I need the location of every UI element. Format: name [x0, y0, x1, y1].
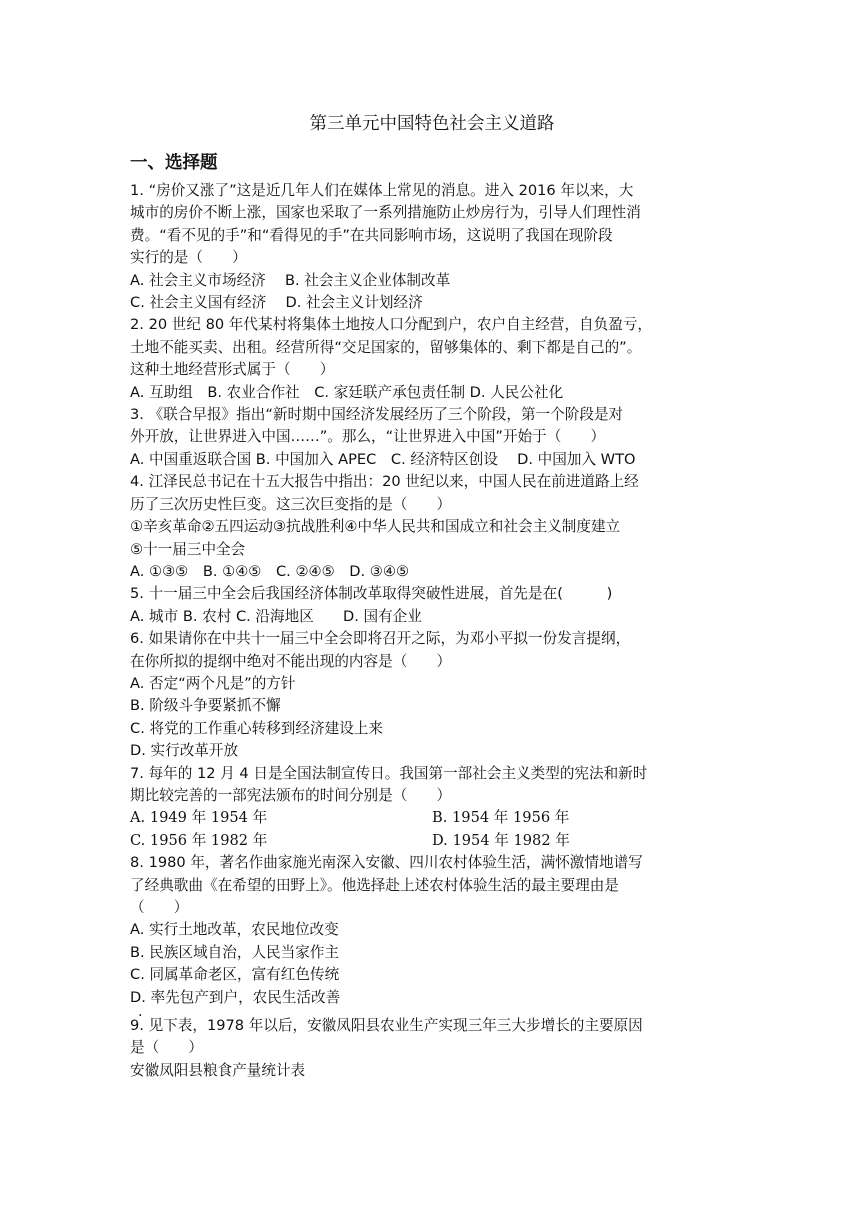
- question-6: [130, 628, 734, 762]
- question-2-stem-line: 土地不能买卖、出租。经营所得“交足国家的，留够集体的、剩下都是自己的”。: [130, 338, 642, 356]
- question-2: [130, 314, 734, 404]
- question-4-stem-line: 历了三次历史性巨变。这三次巨变指的是（ ）: [130, 495, 452, 513]
- question-2-stem-line: 这种土地经营形式属于（ ）: [130, 361, 335, 379]
- question-4-stem-line: ①辛亥革命②五四运动③抗战胜利④中华人民共和国成立和社会主义制度建立: [130, 518, 621, 536]
- question-6-option: A. 否定“两个凡是”的方针: [130, 674, 296, 692]
- question-5: [130, 583, 734, 628]
- question-9: [130, 1015, 734, 1082]
- question-7-stem-line: 7. 每年的 12 月 4 日是全国法制宣传日。我国第一部社会主义类型的宪法和新时: [130, 764, 648, 782]
- question-8-option: D. 率先包产到户，农民生活改善: [130, 988, 341, 1006]
- question-3: [130, 404, 734, 471]
- question-2-stem-line: 2. 20 世纪 80 年代某村将集体土地按人口分配到户，农户自主经营，自负盈亏，: [130, 316, 653, 334]
- question-1-stem-line: 1. “房价又涨了”这是近几年人们在媒体上常见的消息。进入 2016 年以来，大: [130, 182, 634, 199]
- question-4-stem-line: 4. 江泽民总书记在十五大报告中指出：20 世纪以来，中国人民在前进道路上经: [130, 473, 639, 491]
- question-7-stem-line: 期比较完善的一部宪法颁布的时间分别是（ ）: [130, 786, 452, 804]
- question-1-options: C. 社会主义国有经济 D. 社会主义计划经济: [130, 294, 423, 312]
- question-1-stem-line: 城市的房价不断上涨，国家也采取了一系列措施防止炒房行为，引导人们理性消: [130, 204, 641, 222]
- question-1-stem-line: 实行的是（ ）: [130, 249, 247, 267]
- question-3-stem-line: 外开放，让世界进入中国……”。那么，“让世界进入中国”开始于（ ）: [130, 428, 606, 446]
- question-9-stem-line: 9. 见下表，1978 年以后，安徽凤阳县农业生产实现三年三大步增长的主要原因: [130, 1017, 643, 1035]
- question-8-option: C. 同属革命老区，富有红色传统: [130, 966, 340, 984]
- question-4-stem-line: ⑤十一届三中全会: [130, 540, 246, 558]
- document-title: 第三单元中国特色社会主义道路: [309, 114, 555, 134]
- question-5-options: A. 城市 B. 农村 C. 沿海地区 D. 国有企业: [130, 607, 422, 625]
- question-7-options-row: [130, 807, 734, 829]
- question-8-stem-line: （ ）: [130, 899, 189, 916]
- question-2-options: A. 互助组 B. 农业合作社 C. 家廷联产承包责任制 D. 人民公社化: [130, 383, 564, 401]
- question-5-stem-line: 5. 十一届三中全会后我国经济体制改革取得突破性进展，首先是在( ): [130, 585, 613, 603]
- question-7-option: B. 1954 年 1956 年: [432, 809, 570, 827]
- question-9-stem-line: 是（ ）: [130, 1039, 203, 1057]
- question-6-option: C. 将党的工作重心转移到经济建设上来: [130, 719, 383, 737]
- stray-dot-mark: .: [138, 1003, 143, 1021]
- question-3-options: A. 中国重返联合国 B. 中国加入 APEC C. 经济特区创设 D. 中国加入 WTO: [130, 450, 636, 468]
- question-8-option: A. 实行土地改革，农民地位改变: [130, 921, 339, 939]
- section-heading: 一、选择题: [130, 153, 218, 173]
- question-6-stem-line: 在你所拟的提纲中绝对不能出现的内容是（ ）: [130, 652, 452, 670]
- question-1-options: A. 社会主义市场经济 B. 社会主义企业体制改革: [130, 271, 451, 289]
- table-caption: 安徽凤阳县粮食产量统计表: [130, 1061, 306, 1079]
- question-6-option: B. 阶级斗争要紧抓不懈: [130, 697, 281, 715]
- question-6-stem-line: 6. 如果请你在中共十一届三中全会即将召开之际，为邓小平拟一份发言提纲，: [130, 630, 631, 648]
- document-page: [130, 112, 734, 1082]
- question-7-options-row: [130, 830, 734, 852]
- question-3-stem-line: 3. 《联合早报》指出“新时期中国经济发展经历了三个阶段，第一个阶段是对: [130, 406, 624, 424]
- question-1-stem-line: 费。“看不见的手”和“看得见的手”在共同影响市场，这说明了我国在现阶段: [130, 226, 613, 244]
- question-4-options: A. ①③⑤ B. ①④⑤ C. ②④⑤ D. ③④⑤: [130, 562, 410, 580]
- question-6-option: D. 实行改革开放: [130, 742, 239, 760]
- question-4: [130, 471, 734, 583]
- question-7: [130, 763, 734, 853]
- question-8: [130, 852, 734, 1021]
- question-7-option: D. 1954 年 1982 年: [432, 831, 570, 849]
- question-8-stem-line: 了经典歌曲《在希望的田野上》。他选择赴上述农村体验生活的最主要理由是: [130, 876, 619, 894]
- question-8-stem-line: 8. 1980 年，著名作曲家施光南深入安徽、四川农村体验生活，满怀激情地谱写: [130, 854, 643, 872]
- question-7-option: C. 1956 年 1982 年: [130, 831, 268, 849]
- question-7-option: A. 1949 年 1954 年: [130, 809, 268, 827]
- question-1: [130, 180, 734, 314]
- question-8-option: B. 民族区域自治，人民当家作主: [130, 943, 340, 961]
